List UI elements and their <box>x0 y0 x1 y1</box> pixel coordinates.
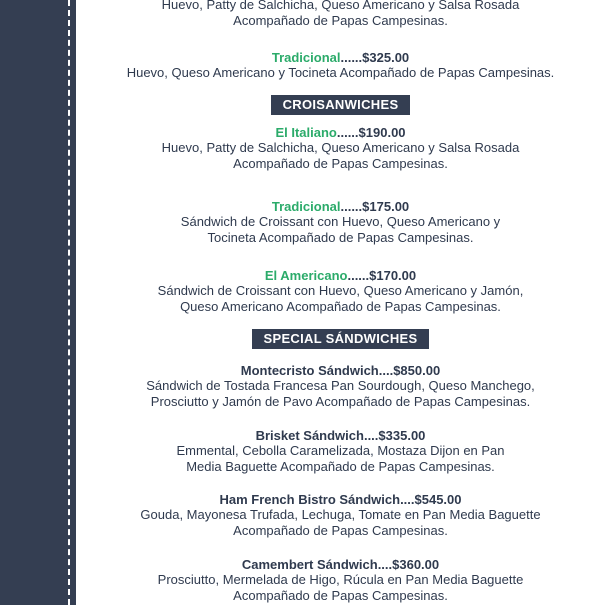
item-name: Tradicional <box>271 199 341 214</box>
item-title <box>76 50 605 65</box>
item-description-line: Acompañado de Papas Campesinas. <box>233 156 448 171</box>
item-description-line: Gouda, Mayonesa Trufada, Lechuga, Tomate en Pan Media Baguette <box>140 507 541 522</box>
item-name: Montecristo Sándwich <box>240 363 379 378</box>
item-dots: .... <box>400 492 415 507</box>
menu-item-el-americano <box>76 268 605 315</box>
item-title <box>76 363 605 378</box>
menu-item-montecristo <box>76 363 605 410</box>
item-description-line: Acompañado de Papas Campesinas. <box>233 523 448 538</box>
item-description-line: Sándwich de Tostada Francesa Pan Sourdough, Queso Manchego, <box>146 378 535 393</box>
item-description-line: Sándwich de Croissant con Huevo, Queso Americano y Jamón, <box>157 283 524 298</box>
item-name: Brisket Sándwich <box>255 428 364 443</box>
item-name: Ham French Bistro Sándwich <box>219 492 401 507</box>
menu-page <box>76 0 605 605</box>
item-dots: .... <box>378 363 394 378</box>
item-description-line: Sándwich de Croissant con Huevo, Queso Americano y <box>180 214 501 229</box>
item-title <box>76 125 605 140</box>
item-title <box>76 557 605 572</box>
section-header-croisanwiches <box>76 95 605 115</box>
item-dots: ...... <box>347 268 370 283</box>
menu-item-tradicional-croissant <box>76 199 605 246</box>
item-name: El Italiano <box>275 125 337 140</box>
item-price: $190.00 <box>358 125 406 140</box>
menu-item-tradicional-breakfast <box>76 50 605 81</box>
item-price: $850.00 <box>393 363 441 378</box>
menu-item-brisket <box>76 428 605 475</box>
item-description-line: Media Baguette Acompañado de Papas Campesinas. <box>186 459 495 474</box>
item-description-line: Prosciutto y Jamón de Pavo Acompañado de Papas Campesinas. <box>150 394 531 409</box>
section-title: CROISANWICHES <box>271 95 411 115</box>
section-title: SPECIAL SÁNDWICHES <box>252 329 430 349</box>
item-price: $175.00 <box>362 199 410 214</box>
item-description-line: Huevo, Queso Americano y Tocineta Acompañado de Papas Campesinas. <box>126 65 555 80</box>
item-description-line: Emmental, Cebolla Caramelizada, Mostaza Dijon en Pan <box>176 443 505 458</box>
item-price: $335.00 <box>378 428 426 443</box>
item-name: Tradicional <box>271 50 341 65</box>
item-title <box>76 492 605 507</box>
item-dots: .... <box>377 557 393 572</box>
decorative-side-band <box>0 0 76 605</box>
item-description-line: Huevo, Patty de Salchicha, Queso Americano y Salsa Rosada <box>161 0 520 12</box>
item-price: $170.00 <box>369 268 417 283</box>
item-description-line: Huevo, Patty de Salchicha, Queso Americano y Salsa Rosada <box>161 140 520 155</box>
item-title <box>76 268 605 283</box>
item-description-line: Prosciutto, Mermelada de Higo, Rúcula en Pan Media Baguette <box>157 572 524 587</box>
item-title <box>76 199 605 214</box>
item-description-line: Acompañado de Papas Campesinas. <box>233 13 448 28</box>
item-price: $545.00 <box>414 492 462 507</box>
section-header-special-sandwiches <box>76 329 605 349</box>
item-dots: ...... <box>340 199 363 214</box>
item-description-line: Queso Americano Acompañado de Papas Campesinas. <box>180 299 501 314</box>
menu-item-el-italiano <box>76 125 605 172</box>
item-description-line: Acompañado de Papas Campesinas. <box>233 588 448 603</box>
item-name: Camembert Sándwich <box>241 557 378 572</box>
menu-item-camembert <box>76 557 605 604</box>
item-dots: ...... <box>336 125 359 140</box>
item-dots: ...... <box>340 50 363 65</box>
menu-item-ham-french-bistro <box>76 492 605 539</box>
item-price: $360.00 <box>392 557 440 572</box>
item-dots: .... <box>363 428 379 443</box>
item-price: $325.00 <box>362 50 410 65</box>
item-title <box>76 428 605 443</box>
item-description-line: Tocineta Acompañado de Papas Campesinas. <box>207 230 474 245</box>
menu-item-top <box>76 0 605 29</box>
item-name: El Americano <box>264 268 348 283</box>
